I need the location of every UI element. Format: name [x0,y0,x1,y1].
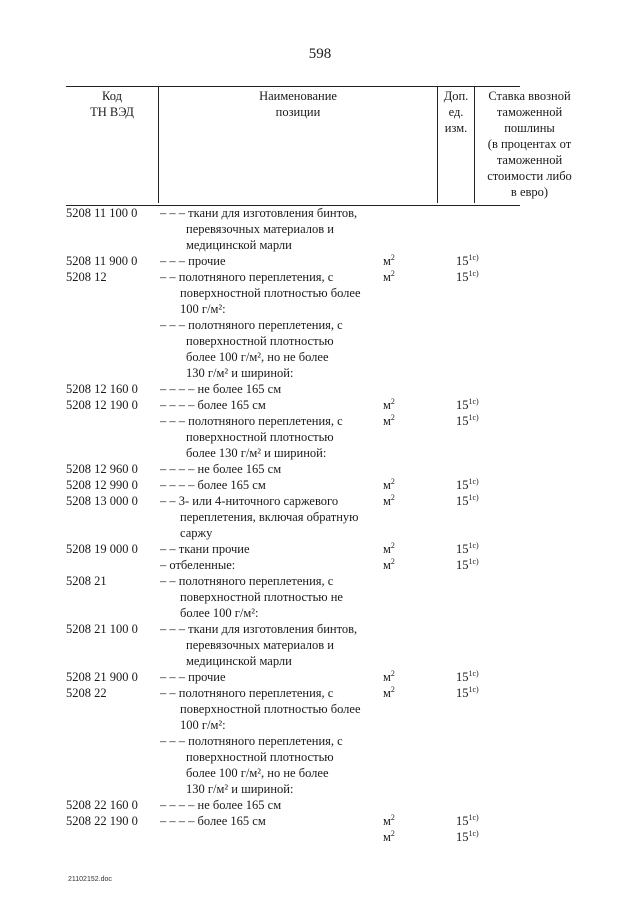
unit-text: м [383,814,391,828]
position-name-line: более 100 г/м², но не более [186,766,329,780]
tariff-code: 5208 21 100 0 [66,622,138,636]
unit-text: м [383,670,391,684]
position-name [160,813,375,829]
header-rate-line: в евро) [510,185,549,199]
duty-rate-value: 15 [456,414,469,428]
position-name-line: – – полотняного переплетения, с [160,270,334,284]
unit-text: м [383,558,391,572]
unit-superscript: 2 [390,492,395,502]
unit-superscript: 2 [390,252,395,262]
tariff-code: 5208 12 990 0 [66,478,138,492]
header-name-line: позиции [275,105,321,119]
duty-rate-value: 15 [456,814,469,828]
position-name [160,685,375,733]
header-unit-line: ед. [448,105,464,119]
header-code-line: ТН ВЭД [90,105,134,119]
header-rate-line: таможенной [496,105,563,119]
duty-rate-value: 15 [456,686,469,700]
position-name-line: саржу [180,526,213,540]
position-name-line: медицинской марли [186,238,292,252]
duty-rate-note: 1с) [468,476,479,486]
duty-rate-note: 1с) [468,252,479,262]
tariff-code: 5208 21 [66,574,107,588]
header-rate-line: (в процентах от [487,137,572,151]
tariff-code: 5208 22 [66,686,107,700]
position-name-line: – – – – более 165 см [160,478,266,492]
tariff-code: 5208 12 [66,270,107,284]
duty-rate-note: 1с) [468,396,479,406]
position-name-line: – – – прочие [160,670,226,684]
table-row [0,813,640,844]
duty-rate-value: 15 [456,478,469,492]
unit-superscript: 2 [390,396,395,406]
position-name-line: поверхностной плотностью более [180,702,361,716]
position-name-line: поверхностной плотностью [186,430,334,444]
duty-rate-note: 1с) [468,268,479,278]
position-name-line: – – – полотняного переплетения, с [160,734,343,748]
unit-superscript: 2 [390,540,395,550]
position-name-line: более 130 г/м² и шириной: [186,446,327,460]
unit-text: м [383,686,391,700]
duty-rate [456,829,516,845]
position-name [160,205,375,253]
unit-text: м [383,478,391,492]
position-name-line: – – – прочие [160,254,226,268]
footer-file-code: 21102152.doc [68,876,112,883]
header-rate-line: Ставка ввозной [488,89,571,103]
duty-rate-value: 15 [456,398,469,412]
position-name-line: – – 3- или 4-ниточного саржевого [160,494,339,508]
tariff-code: 5208 12 190 0 [66,398,138,412]
position-name-line: – – – – не более 165 см [160,462,282,476]
position-name [160,573,375,621]
position-name-line: 130 г/м² и шириной: [186,782,294,796]
header-name-line: Наименование [259,89,337,103]
position-name [160,477,375,493]
position-name-line: перевязочных материалов и [186,638,334,652]
position-name-line: поверхностной плотностью более [180,286,361,300]
unit-superscript: 2 [390,684,395,694]
position-name-line: – – – полотняного переплетения, с [160,414,343,428]
tariff-code: 5208 13 000 0 [66,494,138,508]
table-row [0,685,640,733]
unit-superscript: 2 [390,412,395,422]
tariff-code: 5208 12 960 0 [66,462,138,476]
position-name-line: – – – – не более 165 см [160,798,282,812]
tariff-code: 5208 11 100 0 [66,206,138,220]
position-name-line: медицинской марли [186,654,292,668]
position-name [160,733,375,797]
position-name-line: перевязочных материалов и [186,222,334,236]
header-unit-line: Доп. [443,89,469,103]
duty-rate-note: 1с) [468,412,479,422]
position-name [160,413,375,461]
tariff-table-body [0,205,640,844]
header-rate [474,87,584,203]
position-name-line: – – – полотняного переплетения, с [160,318,343,332]
position-name-line: поверхностной плотностью [186,750,334,764]
table-header [66,86,572,206]
position-name [160,557,375,573]
position-name [160,797,375,813]
unit-text: м [383,254,391,268]
position-name [160,461,375,477]
header-rate-line: таможенной [496,153,563,167]
position-name [160,621,375,669]
header-code [66,88,158,120]
position-name-line: 130 г/м² и шириной: [186,366,294,380]
position-name [160,541,375,557]
duty-rate-note: 1с) [468,492,479,502]
unit-of-measure [383,829,413,845]
header-name [158,87,438,203]
position-name-line: 100 г/м²: [180,302,226,316]
unit-superscript: 2 [390,668,395,678]
position-name-line: – – – – не более 165 см [160,382,282,396]
position-name-line: поверхностной плотностью [186,334,334,348]
unit-text: м [383,270,391,284]
table-row [0,413,640,461]
unit-text: м [383,398,391,412]
table-row [0,317,640,381]
unit-superscript: 2 [390,476,395,486]
duty-rate-value: 15 [456,542,469,556]
header-code-line: Код [102,89,122,103]
tariff-code: 5208 19 000 0 [66,542,138,556]
position-name-line: – отбеленные: [160,558,236,572]
unit-superscript: 2 [390,828,395,838]
position-name-line: – – полотняного переплетения, с [160,574,334,588]
position-name-line: – – – – более 165 см [160,814,266,828]
duty-rate-value: 15 [456,254,469,268]
unit-text: м [383,830,391,844]
position-name-line: – – – – более 165 см [160,398,266,412]
duty-rate-value: 15 [456,558,469,572]
table-row [0,269,640,317]
position-name [160,493,375,541]
header-rate-line: стоимости либо [487,169,572,183]
duty-rate-note: 1с) [468,828,479,838]
position-name-line: – – ткани прочие [160,542,250,556]
position-name [160,381,375,397]
unit-text: м [383,542,391,556]
duty-rate-value: 15 [456,670,469,684]
page-number: 598 [308,46,332,62]
tariff-code: 5208 22 190 0 [66,814,138,828]
position-name-line: более 100 г/м²: [180,606,259,620]
duty-rate-note: 1с) [468,812,479,822]
duty-rate-value: 15 [456,830,469,844]
position-name-line: 100 г/м²: [180,718,226,732]
position-name [160,253,375,269]
tariff-code: 5208 22 160 0 [66,798,138,812]
table-row [0,573,640,621]
position-name-line: более 100 г/м², но не более [186,350,329,364]
header-rate-line: пошлины [504,121,555,135]
duty-rate-value: 15 [456,270,469,284]
duty-rate-note: 1с) [468,556,479,566]
position-name-line: поверхностной плотностью не [180,590,343,604]
unit-text: м [383,414,391,428]
duty-rate-note: 1с) [468,668,479,678]
table-row [0,557,640,573]
unit-superscript: 2 [390,556,395,566]
position-name-line: – – полотняного переплетения, с [160,686,334,700]
duty-rate-note: 1с) [468,540,479,550]
header-unit-line: изм. [444,121,468,135]
duty-rate-note: 1с) [468,684,479,694]
header-unit [438,88,474,136]
position-name [160,669,375,685]
position-name-line: переплетения, включая обратную [180,510,359,524]
position-name [160,269,375,317]
position-name [160,397,375,413]
duty-rate-value: 15 [456,494,469,508]
position-name [160,317,375,381]
position-name-line: – – – ткани для изготовления бинтов, [160,206,358,220]
unit-superscript: 2 [390,268,395,278]
unit-superscript: 2 [390,812,395,822]
position-name-line: – – – ткани для изготовления бинтов, [160,622,358,636]
unit-text: м [383,494,391,508]
table-row [0,733,640,797]
tariff-code: 5208 21 900 0 [66,670,138,684]
tariff-code: 5208 11 900 0 [66,254,138,268]
tariff-code: 5208 12 160 0 [66,382,138,396]
